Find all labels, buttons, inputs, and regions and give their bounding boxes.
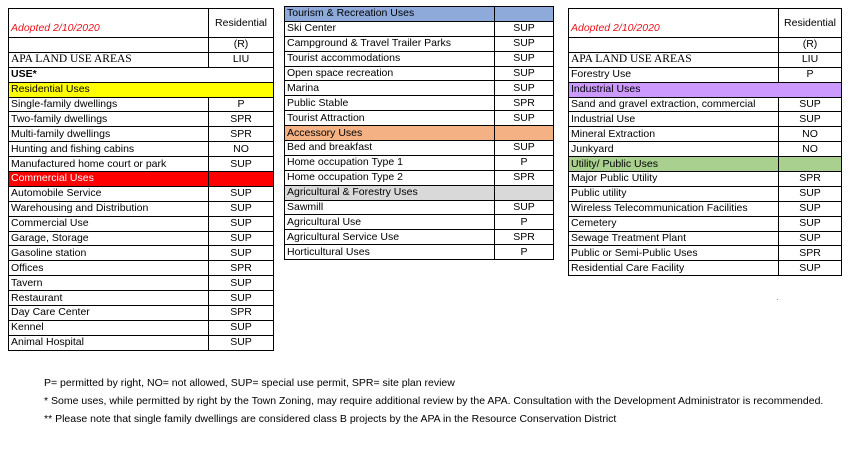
column-header-residential: Residential	[779, 9, 842, 38]
section-title: Tourism & Recreation Uses	[285, 7, 495, 22]
use-name: Garage, Storage	[9, 231, 209, 246]
district-code-row	[9, 38, 274, 53]
table-row	[285, 245, 554, 260]
use-value: SUP	[209, 216, 274, 231]
use-value: SUP	[779, 261, 842, 276]
table-row	[9, 127, 274, 142]
use-value: NO	[779, 127, 842, 142]
use-value: SUP	[209, 186, 274, 201]
adopted-date: Adopted 2/10/2020	[9, 9, 209, 38]
section-title: Utility/ Public Uses	[569, 157, 779, 172]
table-row	[9, 186, 274, 201]
use-name: Tourist Attraction	[285, 111, 495, 126]
use-name: Animal Hospital	[9, 335, 209, 350]
section-header-tourism	[285, 7, 554, 22]
table-row	[569, 216, 842, 231]
table-row	[9, 276, 274, 291]
table-row	[285, 170, 554, 185]
use-value: SUP	[495, 51, 554, 66]
use-value: SUP	[209, 231, 274, 246]
use-name: Major Public Utility	[569, 172, 779, 187]
section-header-industrial	[569, 82, 842, 97]
section-blank	[495, 126, 554, 141]
use-name: Ski Center	[285, 21, 495, 36]
district-code: (R)	[779, 38, 842, 53]
use-value: P	[495, 245, 554, 260]
use-value: NO	[779, 142, 842, 157]
use-name: Open space recreation	[285, 66, 495, 81]
stray-mark	[777, 299, 778, 300]
section-header-accessory	[285, 126, 554, 141]
adopted-date: Adopted 2/10/2020	[569, 9, 779, 38]
apa-value: LIU	[209, 52, 274, 67]
use-value: SPR	[495, 170, 554, 185]
table-row	[9, 291, 274, 306]
right-land-use-table	[568, 8, 842, 276]
use-name: Junkyard	[569, 142, 779, 157]
footnote-single-asterisk: * Some uses, while permitted by right by the Town Zoning, may require additional review by the APA. Consultation with the Development Administrator is recommended.	[44, 395, 824, 407]
section-header-utility	[569, 157, 842, 172]
use-value: SUP	[495, 200, 554, 215]
use-label: USE*	[9, 67, 274, 82]
use-value: P	[209, 97, 274, 112]
section-title: Industrial Uses	[569, 82, 842, 97]
use-name: Cemetery	[569, 216, 779, 231]
use-name: Industrial Use	[569, 112, 779, 127]
table-row	[569, 142, 842, 157]
use-value: P	[779, 67, 842, 82]
table-row	[285, 111, 554, 126]
use-value: SUP	[779, 216, 842, 231]
section-title: Accessory Uses	[285, 126, 495, 141]
table-row	[9, 231, 274, 246]
column-header-residential: Residential	[209, 9, 274, 38]
table-row	[285, 230, 554, 245]
use-name: Horticultural Uses	[285, 245, 495, 260]
use-value: SUP	[209, 157, 274, 172]
section-title: Commercial Uses	[9, 172, 209, 187]
section-blank	[495, 7, 554, 22]
table-row	[285, 51, 554, 66]
middle-land-use-table	[284, 6, 554, 260]
use-name: Sand and gravel extraction, commercial	[569, 97, 779, 112]
use-name: Multi-family dwellings	[9, 127, 209, 142]
table-row	[569, 172, 842, 187]
use-value: SUP	[209, 335, 274, 350]
use-value: SUP	[495, 36, 554, 51]
table-row	[285, 81, 554, 96]
blank-cell	[569, 38, 779, 53]
table-row	[9, 142, 274, 157]
table-row	[569, 201, 842, 216]
apa-label: APA LAND USE AREAS	[9, 52, 209, 67]
table-row	[285, 96, 554, 111]
section-header-commercial	[9, 172, 274, 187]
use-value: SUP	[779, 97, 842, 112]
use-name: Gasoline station	[9, 246, 209, 261]
use-value: P	[495, 215, 554, 230]
use-value: SUP	[495, 111, 554, 126]
table-row	[569, 112, 842, 127]
table-row	[9, 306, 274, 321]
district-code: (R)	[209, 38, 274, 53]
table-row	[9, 261, 274, 276]
use-name: Hunting and fishing cabins	[9, 142, 209, 157]
apa-row	[569, 52, 842, 67]
blank-cell	[9, 38, 209, 53]
table-row	[9, 320, 274, 335]
table-row	[9, 201, 274, 216]
use-label-row	[9, 67, 274, 82]
use-name: Forestry Use	[569, 67, 779, 82]
table-row	[285, 141, 554, 156]
use-name: Warehousing and Distribution	[9, 201, 209, 216]
section-title: Agricultural & Forestry Uses	[285, 185, 495, 200]
use-name: Sawmill	[285, 200, 495, 215]
use-value: SPR	[209, 261, 274, 276]
use-value: SPR	[495, 230, 554, 245]
use-name: Automobile Service	[9, 186, 209, 201]
use-name: Sewage Treatment Plant	[569, 231, 779, 246]
use-value: SUP	[209, 201, 274, 216]
use-value: SPR	[209, 306, 274, 321]
use-value: SUP	[495, 21, 554, 36]
use-name: Tavern	[9, 276, 209, 291]
table-row	[285, 200, 554, 215]
use-name: Agricultural Service Use	[285, 230, 495, 245]
use-value: SUP	[209, 291, 274, 306]
use-value: SPR	[779, 246, 842, 261]
table-row	[569, 186, 842, 201]
footnotes	[44, 376, 834, 430]
use-name: Home occupation Type 2	[285, 170, 495, 185]
table-row	[285, 66, 554, 81]
section-blank	[779, 157, 842, 172]
use-value: SPR	[209, 127, 274, 142]
use-name: Residential Care Facility	[569, 261, 779, 276]
use-name: Home occupation Type 1	[285, 155, 495, 170]
section-title: Residential Uses	[9, 82, 274, 97]
use-value: SPR	[495, 96, 554, 111]
section-blank	[209, 172, 274, 187]
header-row	[569, 9, 842, 38]
table-row	[285, 155, 554, 170]
section-blank	[495, 185, 554, 200]
use-value: SUP	[779, 231, 842, 246]
left-land-use-table	[8, 8, 274, 351]
use-name: Restaurant	[9, 291, 209, 306]
use-name: Day Care Center	[9, 306, 209, 321]
table-row	[569, 97, 842, 112]
use-name: Agricultural Use	[285, 215, 495, 230]
use-name: Public Stable	[285, 96, 495, 111]
apa-row	[9, 52, 274, 67]
use-value: SUP	[779, 186, 842, 201]
use-value: SUP	[209, 246, 274, 261]
use-value: SUP	[495, 66, 554, 81]
use-name: Bed and breakfast	[285, 141, 495, 156]
apa-label: APA LAND USE AREAS	[569, 52, 779, 67]
use-name: Marina	[285, 81, 495, 96]
header-row	[9, 9, 274, 38]
table-row	[9, 112, 274, 127]
table-row	[285, 21, 554, 36]
use-name: Public utility	[569, 186, 779, 201]
use-name: Manufactured home court or park	[9, 157, 209, 172]
table-row	[569, 261, 842, 276]
footnote-double-asterisk: ** Please note that single family dwellings are considered class B projects by the APA in the Resource Conservation District	[44, 413, 617, 425]
table-row	[9, 216, 274, 231]
section-header-agricultural	[285, 185, 554, 200]
table-row	[569, 127, 842, 142]
use-name: Public or Semi-Public Uses	[569, 246, 779, 261]
use-name: Offices	[9, 261, 209, 276]
use-name: Wireless Telecommunication Facilities	[569, 201, 779, 216]
use-name: Kennel	[9, 320, 209, 335]
use-value: SUP	[209, 320, 274, 335]
table-row	[569, 67, 842, 82]
table-row	[9, 246, 274, 261]
use-value: SUP	[779, 201, 842, 216]
table-row	[569, 231, 842, 246]
use-value: SUP	[209, 276, 274, 291]
use-name: Two-family dwellings	[9, 112, 209, 127]
table-row	[9, 157, 274, 172]
use-value: SUP	[495, 141, 554, 156]
use-name: Campground & Travel Trailer Parks	[285, 36, 495, 51]
table-row	[569, 246, 842, 261]
use-name: Commercial Use	[9, 216, 209, 231]
district-code-row	[569, 38, 842, 53]
table-row	[9, 335, 274, 350]
apa-value: LIU	[779, 52, 842, 67]
use-name: Tourist accommodations	[285, 51, 495, 66]
use-name: Mineral Extraction	[569, 127, 779, 142]
use-value: NO	[209, 142, 274, 157]
table-row	[285, 215, 554, 230]
legend-note: P= permitted by right, NO= not allowed, SUP= special use permit, SPR= site plan review	[44, 377, 455, 389]
use-name: Single-family dwellings	[9, 97, 209, 112]
use-value: SUP	[779, 112, 842, 127]
table-row	[9, 97, 274, 112]
use-value: P	[495, 155, 554, 170]
use-value: SPR	[779, 172, 842, 187]
use-value: SUP	[495, 81, 554, 96]
use-value: SPR	[209, 112, 274, 127]
section-header-residential	[9, 82, 274, 97]
table-row	[285, 36, 554, 51]
